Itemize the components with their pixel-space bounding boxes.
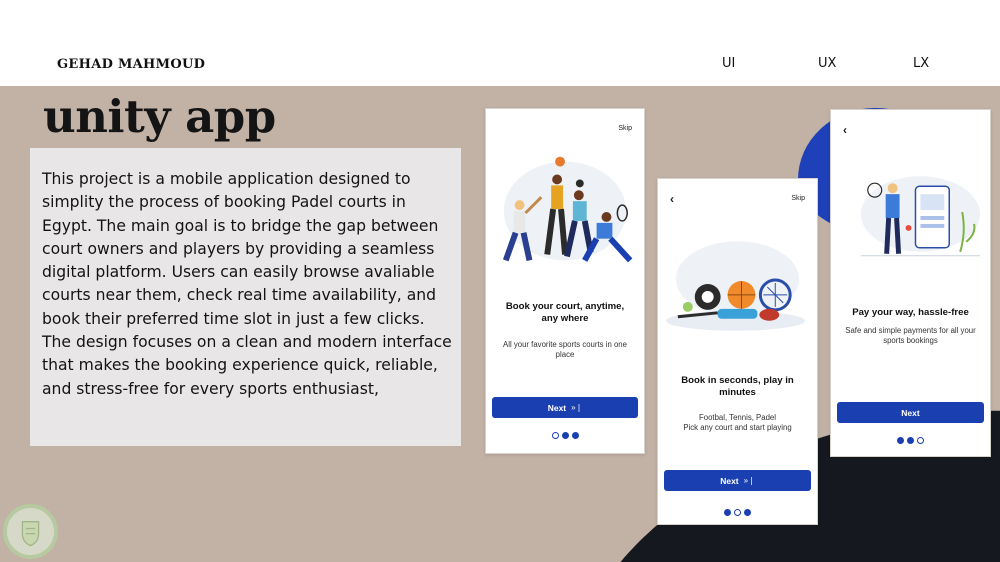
skip-link[interactable]: Skip bbox=[791, 195, 805, 202]
next-button[interactable] bbox=[492, 397, 638, 418]
onboarding-screen-1 bbox=[485, 108, 645, 454]
screen-title: Book your court, anytime, any where bbox=[505, 301, 625, 324]
skip-link[interactable]: Skip bbox=[618, 125, 632, 132]
back-chevron-icon[interactable]: ‹ bbox=[670, 192, 674, 206]
nav-link-ui[interactable]: UI bbox=[722, 56, 736, 71]
sports-players-illustration bbox=[486, 149, 644, 279]
onboarding-screen-3 bbox=[830, 109, 991, 457]
next-arrow-icon: »❘ bbox=[571, 403, 583, 412]
nav-link-lx[interactable]: LX bbox=[913, 56, 930, 71]
next-arrow-icon: »❘ bbox=[743, 476, 755, 485]
description-panel bbox=[30, 148, 461, 446]
nav-link-ux[interactable]: UX bbox=[818, 56, 837, 71]
back-chevron-icon[interactable]: ‹ bbox=[843, 123, 847, 137]
sports-equipment-illustration bbox=[658, 229, 817, 339]
screen-subtitle: All your favorite sports courts in one place bbox=[503, 340, 627, 359]
page-dot-icon bbox=[907, 437, 914, 444]
page-dot-icon bbox=[897, 437, 904, 444]
screen-title: Pay your way, hassle-free bbox=[852, 307, 969, 318]
page-indicator bbox=[486, 432, 644, 439]
page-dot-icon bbox=[572, 432, 579, 439]
page-dot-icon bbox=[744, 509, 751, 516]
next-button[interactable] bbox=[837, 402, 984, 423]
screen-title: Book in seconds, play in minutes bbox=[681, 375, 794, 398]
page-dot-icon bbox=[552, 432, 559, 439]
next-button-label: Next bbox=[720, 475, 739, 486]
next-button-label: Next bbox=[901, 407, 920, 418]
page-indicator bbox=[658, 509, 817, 516]
next-button-label: Next bbox=[547, 402, 567, 413]
onboarding-screen-2 bbox=[657, 178, 818, 525]
top-bar bbox=[0, 0, 1000, 86]
next-button[interactable] bbox=[664, 470, 811, 491]
screen-subtitle: Safe and simple payments for all your sports bookings bbox=[845, 326, 976, 345]
project-title: unity app bbox=[43, 90, 276, 143]
screen-subtitle: Footbal, Tennis, Padel Pick any court and start playing bbox=[683, 413, 792, 432]
logo-emblem-icon bbox=[3, 504, 58, 559]
project-description: This project is a mobile application designed to simplity the process of booking Padel courts in Egypt. The main goal is to bridge the gap between court owners and players by providing a seamless digital platform. Users can easily browse avaliable courts near them, check real time availability, and book their preferred time slot in just a few clicks. The design focuses on a clean and modern interface that makes the booking experience quick, reliable, and stress-free for every sports enthusiast, bbox=[42, 170, 452, 398]
brand-name: GEHAD MAHMOUD bbox=[57, 57, 206, 72]
page-dot-icon bbox=[562, 432, 569, 439]
page-indicator bbox=[831, 437, 990, 444]
page-dot-icon bbox=[724, 509, 731, 516]
page-dot-icon bbox=[734, 509, 741, 516]
page-dot-icon bbox=[917, 437, 924, 444]
payment-calendar-illustration bbox=[831, 172, 990, 262]
